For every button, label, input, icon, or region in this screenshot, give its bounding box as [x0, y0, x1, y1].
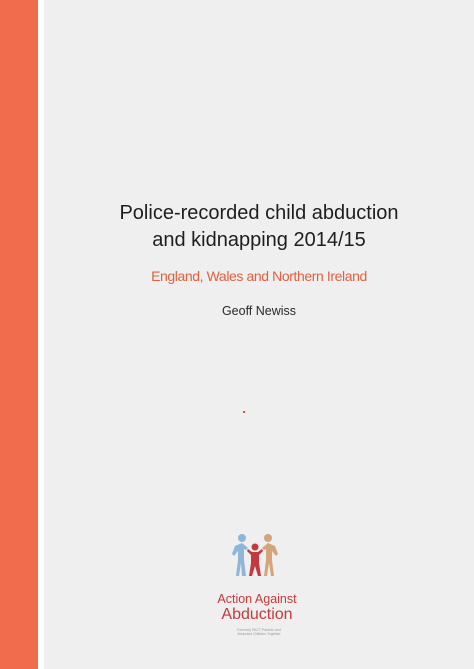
logo-text-line-2: Abduction — [221, 606, 293, 623]
family-figures-icon — [230, 532, 280, 580]
accent-band — [0, 0, 38, 669]
organisation-logo — [200, 532, 320, 644]
logo-text-line-1: Action Against — [217, 592, 297, 606]
band-gutter — [38, 0, 44, 669]
logo-tagline: Formerly PACT Parents and Abducted Children Together — [237, 628, 281, 636]
title-line-1: Police-recorded child abduction — [119, 202, 399, 224]
report-author: Geoff Newiss — [221, 304, 297, 318]
title-line-2: and kidnapping 2014/15 — [152, 229, 366, 251]
report-subtitle: England, Wales and Northern Ireland — [151, 268, 367, 284]
report-title — [44, 200, 474, 254]
decorative-dot — [243, 411, 245, 413]
